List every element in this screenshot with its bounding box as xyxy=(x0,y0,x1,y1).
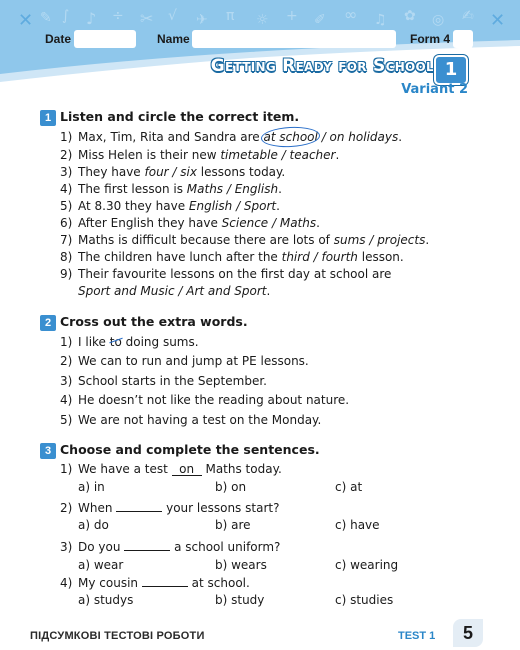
task-1-item-1: 1) Max, Tim, Rita and Sandra are at school / on holidays. xyxy=(60,130,403,144)
task-1-item-3: 3) They have four / six lessons today. xyxy=(60,165,286,179)
svg-text:✂: ✂ xyxy=(140,9,154,28)
task-3-item-2-option-b[interactable]: b) are xyxy=(215,518,251,532)
svg-text:∞: ∞ xyxy=(344,5,358,24)
task-3-item-1-option-c[interactable]: c) at xyxy=(335,480,363,494)
svg-text:✐: ✐ xyxy=(314,12,326,28)
page-number: 5 xyxy=(453,619,483,647)
task-1-number: 1 xyxy=(40,110,56,126)
task-3-item-4-option-a[interactable]: a) studys xyxy=(78,593,134,607)
svg-text:◎: ◎ xyxy=(432,12,445,28)
svg-text:✍: ✍ xyxy=(462,8,474,24)
task-1-item-4: 4) The first lesson is Maths / English. xyxy=(60,182,282,196)
task-3-item-1: 1) We have a test on Maths today. xyxy=(60,462,282,476)
answer-blank[interactable] xyxy=(142,586,188,587)
task-3-item-4-option-c[interactable]: c) studies xyxy=(335,593,394,607)
variant-label: Variant 2 xyxy=(401,82,468,97)
task-3-number: 3 xyxy=(40,443,56,459)
svg-text:+: + xyxy=(286,8,298,24)
task-3-item-1-option-b[interactable]: b) on xyxy=(215,480,247,494)
task-3-item-4-option-b[interactable]: b) study xyxy=(215,593,265,607)
task-2-item-3: 3) School starts in the September. xyxy=(60,374,267,388)
svg-text:♫: ♫ xyxy=(374,12,387,28)
circled-answer[interactable]: at school xyxy=(263,130,318,144)
task-1-title: Listen and circle the correct item. xyxy=(60,109,300,124)
svg-text:π: π xyxy=(226,8,235,24)
svg-text:✎: ✎ xyxy=(40,10,52,26)
date-label: Date xyxy=(45,32,72,46)
task-1-item-9-options: Sport and Music / Art and Sport. xyxy=(78,284,271,298)
task-3-item-3-option-b[interactable]: b) wears xyxy=(215,558,267,572)
task-1-item-7: 7) Maths is difficult because there are lots of sums / projects. xyxy=(60,233,430,247)
task-1-item-8: 8) The children have lunch after the third / fourth lesson. xyxy=(60,250,404,264)
task-3-title: Choose and complete the sentences. xyxy=(60,442,320,457)
task-2-item-1: 1) I like to doing sums. xyxy=(60,335,199,349)
name-label: Name xyxy=(157,32,190,46)
svg-text:∫: ∫ xyxy=(62,8,70,24)
answer-blank[interactable] xyxy=(124,550,170,551)
task-1-item-2: 2) Miss Helen is their new timetable / teacher. xyxy=(60,148,340,162)
task-3-item-3-option-a[interactable]: a) wear xyxy=(78,558,124,572)
page-title: Getting Ready for School xyxy=(210,56,434,76)
date-field[interactable] xyxy=(74,30,136,48)
task-3-item-2-option-a[interactable]: a) do xyxy=(78,518,109,532)
svg-text:☼: ☼ xyxy=(256,12,269,28)
task-2-number: 2 xyxy=(40,315,56,331)
svg-text:✿: ✿ xyxy=(404,8,416,24)
task-3-item-2-option-c[interactable]: c) have xyxy=(335,518,380,532)
svg-text:√: √ xyxy=(168,8,177,24)
task-3-item-2: 2) When your lessons start? xyxy=(60,501,280,515)
task-3-item-4: 4) My cousin at school. xyxy=(60,576,250,590)
task-1-item-5: 5) At 8.30 they have English / Sport. xyxy=(60,199,280,213)
svg-text:✈: ✈ xyxy=(196,12,208,28)
svg-text:✕: ✕ xyxy=(490,10,506,31)
name-field[interactable] xyxy=(192,30,396,48)
svg-text:✕: ✕ xyxy=(18,10,34,31)
test-number-badge: 1 xyxy=(434,55,468,85)
form-field[interactable] xyxy=(453,30,473,48)
form-label: Form 4 xyxy=(410,32,451,46)
task-2-item-2: 2) We can to run and jump at PE lessons. xyxy=(60,354,309,368)
task-3-item-1-option-a[interactable]: a) in xyxy=(78,480,105,494)
task-1-item-6: 6) After English they have Science / Maths. xyxy=(60,216,320,230)
task-1-item-9: 9) Their favourite lessons on the first day at school are xyxy=(60,267,392,281)
task-3-item-3: 3) Do you a school uniform? xyxy=(60,540,281,554)
task-2-item-4: 4) He doesn’t not like the reading about nature. xyxy=(60,393,350,407)
footer-test-label: TEST 1 xyxy=(398,630,436,642)
svg-text:♪: ♪ xyxy=(86,9,97,28)
task-2-title: Cross out the extra words. xyxy=(60,314,248,329)
svg-text:÷: ÷ xyxy=(112,8,124,24)
crossed-out-word[interactable]: to xyxy=(109,335,122,349)
footer-section-title: ПІДСУМКОВІ ТЕСТОВІ РОБОТИ xyxy=(30,630,205,642)
task-3-item-3-option-c[interactable]: c) wearing xyxy=(335,558,399,572)
task-2-item-5: 5) We are not having a test on the Monday. xyxy=(60,413,322,427)
answer-blank[interactable]: on xyxy=(172,463,202,476)
answer-blank[interactable] xyxy=(116,511,162,512)
